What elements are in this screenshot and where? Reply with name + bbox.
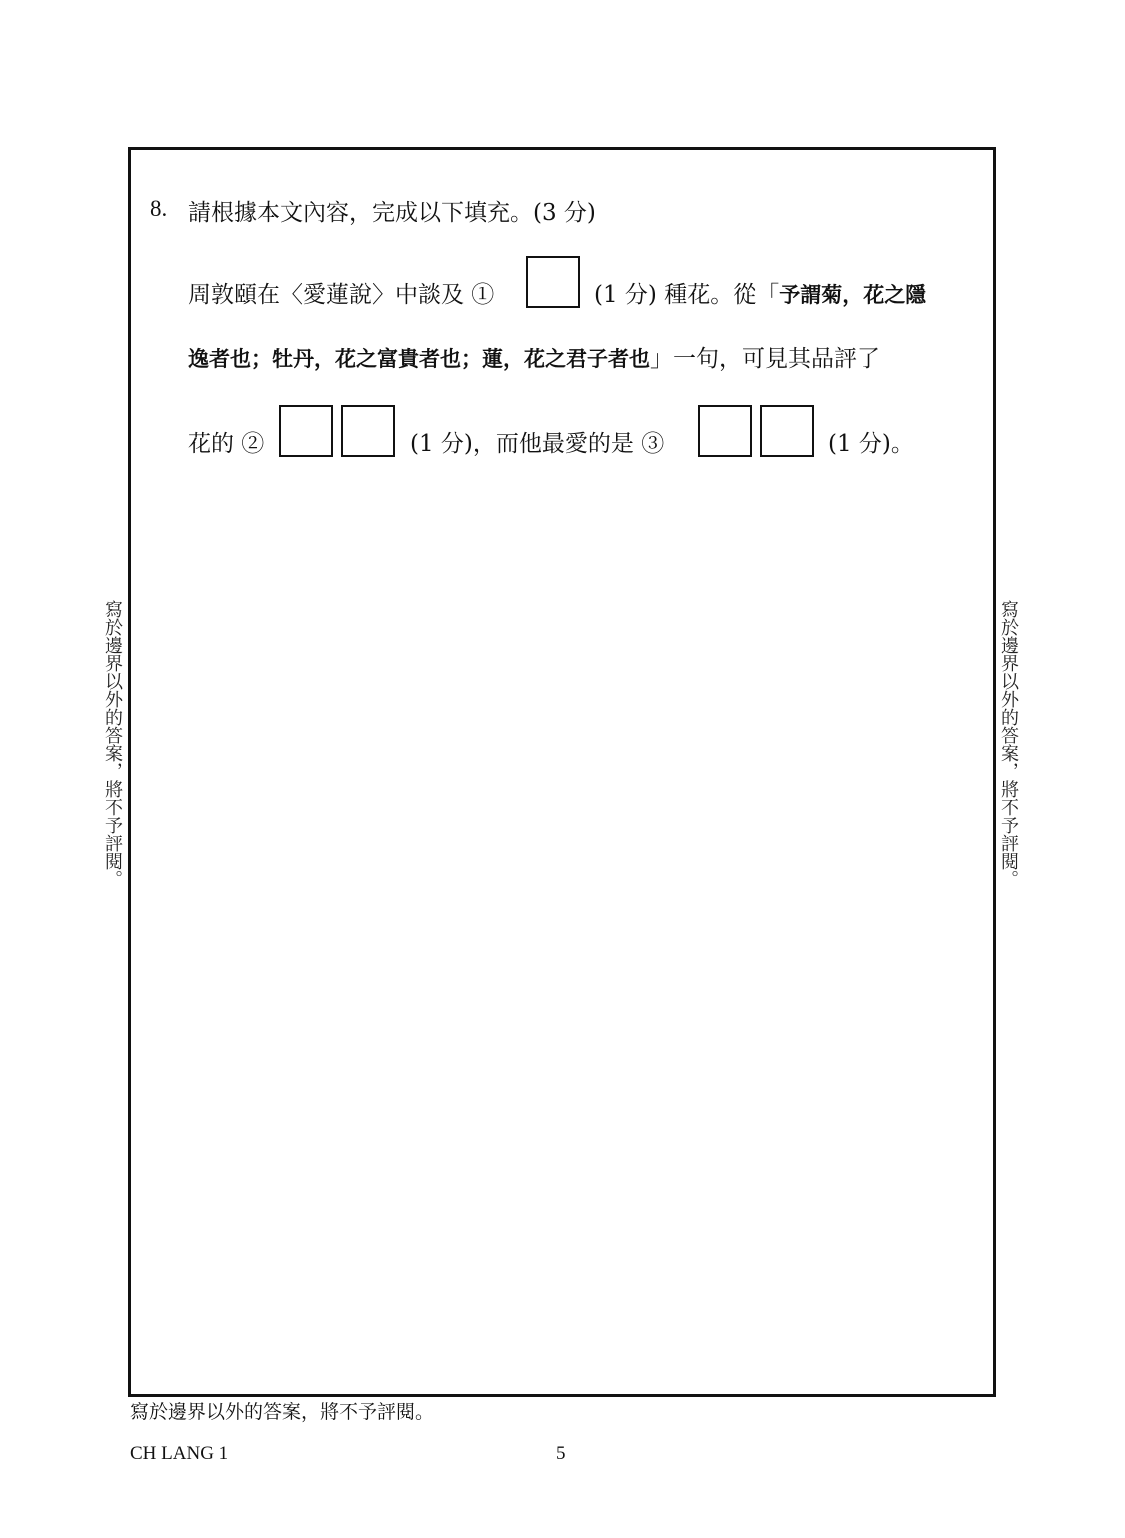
- page-number: 5: [556, 1443, 566, 1464]
- paper-code: CH LANG 1: [130, 1443, 229, 1464]
- answer-box-1[interactable]: [526, 256, 580, 308]
- right-margin-note: 寫於邊界以外的答案，將不予評閱。: [998, 600, 1019, 888]
- line1-text-a: 周敦頤在〈愛蓮說〉中談及 ①: [188, 282, 495, 308]
- answer-box-2a[interactable]: [279, 405, 333, 457]
- line2-quote: 逸者也；牡丹，花之富貴者也；蓮，花之君子者也: [188, 347, 650, 371]
- line3-text-b: (1 分)，而他最愛的是 ③: [410, 431, 665, 457]
- answer-box-3b[interactable]: [760, 405, 814, 457]
- answer-box-2b[interactable]: [341, 405, 395, 457]
- line2-text: [188, 345, 880, 373]
- left-margin-note: 寫於邊界以外的答案，將不予評閱。: [102, 600, 123, 888]
- line1-text-b: [594, 281, 926, 309]
- line3-text-a: 花的 ②: [188, 431, 265, 457]
- footer-note: 寫於邊界以外的答案，將不予評閱。: [130, 1401, 435, 1423]
- line1-text-b-inner: (1 分) 種花。從「: [594, 282, 780, 308]
- question-prompt: 請根據本文內容，完成以下填充。(3 分): [188, 200, 596, 226]
- answer-area-frame: [128, 147, 996, 1397]
- line3-text-c: (1 分)。: [828, 431, 914, 457]
- line2-text-b: 」一句，可見其品評了: [650, 346, 880, 372]
- question-number: 8.: [150, 196, 168, 221]
- answer-box-3a[interactable]: [698, 405, 752, 457]
- line1-quote: 予謂菊，花之隱: [779, 283, 927, 307]
